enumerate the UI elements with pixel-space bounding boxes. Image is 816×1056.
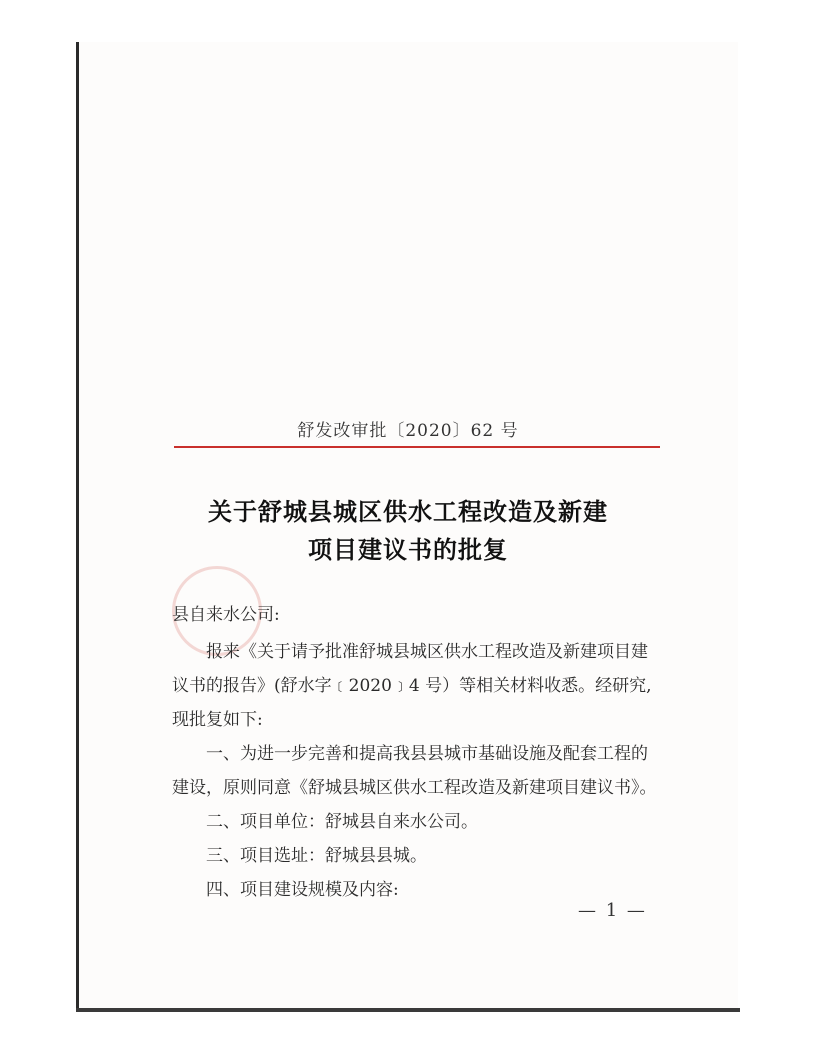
red-header-rule: [174, 446, 660, 448]
body-line: 建设，原则同意《舒城县城区供水工程改造及新建项目建议书》。: [172, 778, 657, 798]
page-bottom-edge: [76, 1008, 740, 1012]
body-line: 议书的报告》(舒水字﹝2020﹞4 号）等相关材料收悉。经研究,: [172, 676, 652, 696]
page-number: — 1 —: [578, 900, 647, 921]
body-line: 一、为进一步完善和提高我县县城市基础设施及配套工程的: [206, 744, 648, 764]
body-line: 三、项目选址：舒城县县城。: [206, 846, 427, 866]
document-title-line1: 关于舒城县城区供水工程改造及新建: [208, 497, 608, 526]
document-number: 舒发改审批〔2020〕62 号: [297, 421, 519, 441]
page-left-edge: [76, 42, 79, 1012]
body-line: 报来《关于请予批准舒城县城区供水工程改造及新建项目建: [206, 642, 648, 662]
document-page: [78, 42, 738, 1012]
body-line: 四、项目建设规模及内容:: [206, 880, 399, 900]
addressee: 县自来水公司:: [172, 605, 280, 625]
body-line: 现批复如下:: [172, 710, 263, 730]
body-line: 二、项目单位：舒城县自来水公司。: [206, 812, 478, 832]
document-title-line2: 项目建议书的批复: [308, 535, 508, 564]
